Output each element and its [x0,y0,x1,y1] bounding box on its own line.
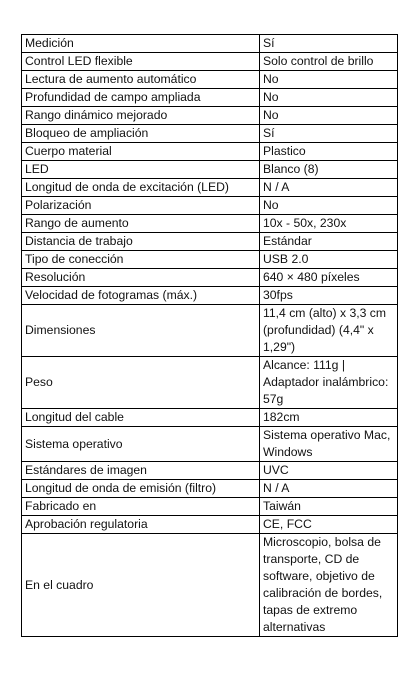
table-row [22,53,398,71]
row-label: Polarización [22,197,260,215]
row-label: Aprobación regulatoria [22,516,260,534]
row-value: UVC [260,462,398,480]
table-row [22,233,398,251]
row-label: LED [22,161,260,179]
row-label: Rango dinámico mejorado [22,107,260,125]
table-row [22,107,398,125]
table-row [22,305,398,357]
row-value: 182cm [260,409,398,427]
table-row [22,35,398,53]
row-label: Distancia de trabajo [22,233,260,251]
row-value: Alcance: 111g | Adaptador inalámbrico: 57g [260,357,398,409]
row-value: CE, FCC [260,516,398,534]
row-value: USB 2.0 [260,251,398,269]
row-value: No [260,197,398,215]
row-value: Plastico [260,143,398,161]
row-label: Longitud del cable [22,409,260,427]
table-row [22,480,398,498]
table-row [22,251,398,269]
row-label: Tipo de conección [22,251,260,269]
row-label: Estándares de imagen [22,462,260,480]
row-value: 30fps [260,287,398,305]
table-row [22,71,398,89]
table-row [22,534,398,637]
table-row [22,197,398,215]
row-label: Longitud de onda de excitación (LED) [22,179,260,197]
row-value: Sistema operativo Mac, Windows [260,427,398,462]
row-label: Peso [22,357,260,409]
row-label: Medición [22,35,260,53]
spec-table-body [22,35,398,637]
table-row [22,498,398,516]
row-label: Fabricado en [22,498,260,516]
row-label: Velocidad de fotogramas (máx.) [22,287,260,305]
row-value: No [260,89,398,107]
row-value: 11,4 cm (alto) x 3,3 cm (profundidad) (4,4" x 1,29") [260,305,398,357]
row-label: En el cuadro [22,534,260,637]
row-label: Rango de aumento [22,215,260,233]
row-value: No [260,107,398,125]
row-value: Taiwán [260,498,398,516]
row-value: N / A [260,480,398,498]
row-label: Bloqueo de ampliación [22,125,260,143]
row-value: N / A [260,179,398,197]
table-row [22,516,398,534]
table-row [22,143,398,161]
row-label: Longitud de onda de emisión (filtro) [22,480,260,498]
row-value: Solo control de brillo [260,53,398,71]
row-label: Sistema operativo [22,427,260,462]
table-row [22,357,398,409]
row-label: Profundidad de campo ampliada [22,89,260,107]
table-row [22,179,398,197]
row-value: 640 × 480 píxeles [260,269,398,287]
table-row [22,161,398,179]
table-row [22,287,398,305]
table-row [22,462,398,480]
row-label: Control LED flexible [22,53,260,71]
row-label: Cuerpo material [22,143,260,161]
table-row [22,125,398,143]
row-value: Blanco (8) [260,161,398,179]
row-label: Lectura de aumento automático [22,71,260,89]
row-label: Dimensiones [22,305,260,357]
row-value: Estándar [260,233,398,251]
row-value: Microscopio, bolsa de transporte, CD de software, objetivo de calibración de bordes, tapas de extremo alternativas [260,534,398,637]
row-value: Sí [260,125,398,143]
table-row [22,215,398,233]
spec-table [21,34,398,637]
row-label: Resolución [22,269,260,287]
table-row [22,427,398,462]
table-row [22,269,398,287]
row-value: 10x - 50x, 230x [260,215,398,233]
table-row [22,89,398,107]
row-value: No [260,71,398,89]
row-value: Sí [260,35,398,53]
table-row [22,409,398,427]
